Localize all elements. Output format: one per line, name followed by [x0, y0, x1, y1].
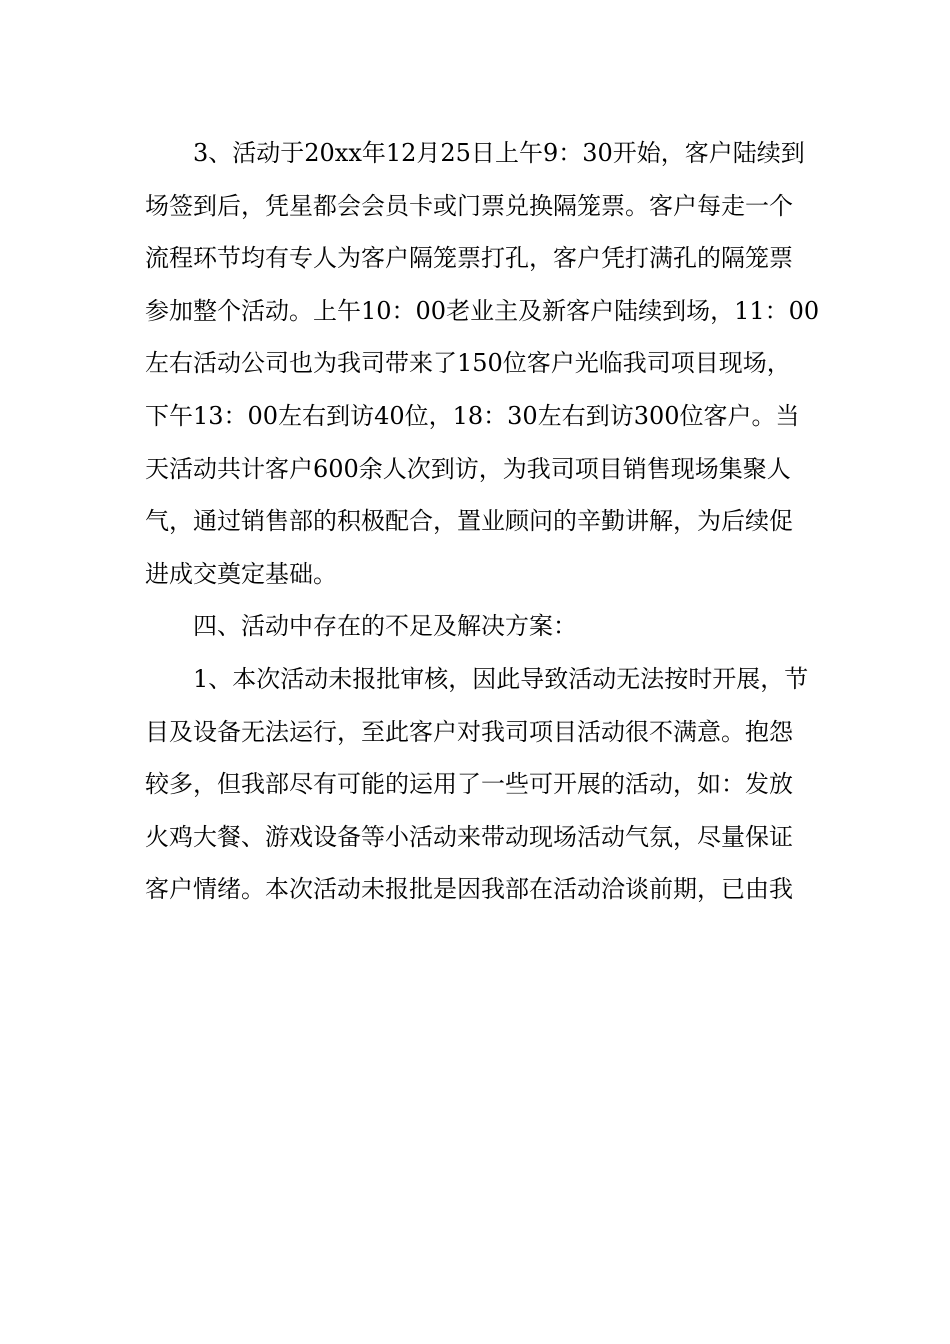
text-line: 气，通过销售部的积极配合，置业顾问的辛勤讲解，为后续促	[145, 507, 793, 536]
paragraph-shortcoming-1	[145, 653, 810, 916]
paragraph-event-summary	[145, 127, 820, 600]
section-heading-shortcomings	[145, 600, 810, 653]
text-line: 火鸡大餐、游戏设备等小活动来带动现场活动气氛，尽量保证	[145, 822, 793, 851]
text-line: 流程环节均有专人为客户隔笼票打孔，客户凭打满孔的隔笼票	[145, 244, 793, 273]
text-line: 参加整个活动。上午10：00老业主及新客户陆续到场，11：00	[145, 296, 820, 325]
text-line: 较多，但我部尽有可能的运用了一些可开展的活动，如：发放	[145, 770, 793, 799]
text-line: 3、活动于20xx年12月25日上午9：30开始，客户陆续到	[193, 139, 805, 167]
text-line: 客户情绪。本次活动未报批是因我部在活动洽谈前期，已由我	[145, 875, 793, 904]
text-line: 天活动共计客户600余人次到访，为我司项目销售现场集聚人	[145, 454, 791, 483]
text-line: 四、活动中存在的不足及解决方案：	[193, 612, 577, 641]
document-body	[145, 127, 820, 916]
text-line: 场签到后，凭星都会会员卡或门票兑换隔笼票。客户每走一个	[145, 191, 793, 220]
text-line: 目及设备无法运行，至此客户对我司项目活动很不满意。抱怨	[145, 717, 793, 746]
text-line: 左右活动公司也为我司带来了150位客户光临我司项目现场，	[145, 349, 791, 378]
text-line: 1、本次活动未报批审核，因此导致活动无法按时开展，节	[193, 664, 809, 693]
text-line: 进成交奠定基础。	[145, 559, 337, 588]
text-line: 下午13：00左右到访40位，18：30左右到访300位客户。当	[145, 401, 800, 430]
